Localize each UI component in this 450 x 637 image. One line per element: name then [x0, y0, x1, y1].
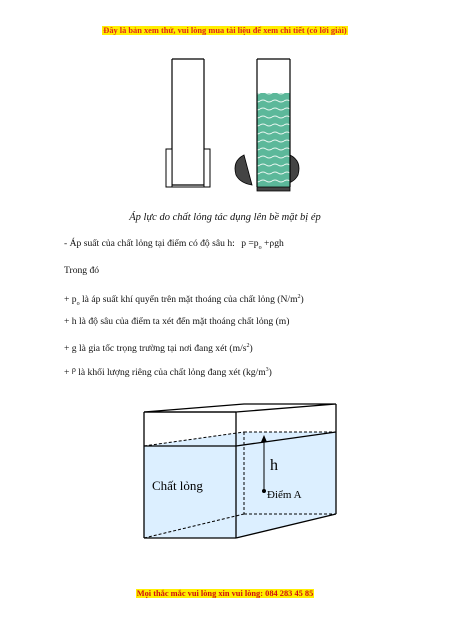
- pressure-intro-line: [64, 238, 284, 254]
- preview-notice-banner: [0, 25, 450, 36]
- figure-caption: Áp lực do chất lỏng tác dụng lên bề mặt bị ép: [129, 212, 321, 223]
- tube-diagram: [140, 57, 320, 197]
- item3-end: ): [249, 343, 253, 355]
- item1-end: ): [300, 294, 304, 306]
- item-depth: + h là độ sâu của điểm ta xét đến mặt thoáng chất lỏng (m): [64, 316, 290, 327]
- item4-sup: 3: [265, 367, 269, 373]
- item1-sub: o: [76, 301, 80, 308]
- formula-rhs: +ρgh: [261, 238, 284, 249]
- item1-sup: 2: [297, 294, 301, 300]
- liquid-label: Chất lỏng: [152, 478, 203, 493]
- item-gravity: [64, 340, 253, 355]
- empty-tube: [166, 59, 210, 187]
- where-label: Trong đó: [64, 265, 100, 276]
- item3-text: + g là gia tốc trọng trường tại nơi đang xét (m/s: [64, 343, 247, 355]
- contact-footer-banner: [0, 588, 450, 599]
- formula-lhs: p =p: [241, 238, 259, 249]
- item-atmospheric-pressure: [64, 291, 304, 310]
- item4-prefix: +: [64, 367, 70, 379]
- contact-footer-text: Mọi thắc mắc vui lòng xin vui lòng: 084 283 45 85: [136, 589, 314, 598]
- point-a-label: Điểm A: [267, 489, 302, 501]
- item4-end: ): [268, 367, 272, 379]
- rho-symbol: ρ: [71, 365, 76, 375]
- item1-text: là áp suất khí quyển trên mặt thoáng của chất lỏng (N/m: [79, 294, 298, 306]
- preview-notice-text: Đây là bản xem thử, vui lòng mua tài liệu để xem chi tiết (có lời giải): [103, 26, 347, 35]
- formula-sub: o: [258, 244, 262, 251]
- item3-sup: 2: [246, 343, 250, 349]
- item1-prefix: + p: [64, 294, 77, 306]
- pressure-intro-text: - Áp suất của chất lỏng tại điểm có độ sâu h:: [64, 238, 235, 249]
- filled-tube: [235, 59, 299, 191]
- depth-label: h: [270, 457, 278, 474]
- item-density: [64, 364, 272, 379]
- item4-text: là khối lượng riêng của chất lỏng đang xét (kg/m: [75, 367, 266, 379]
- liquid-box-diagram: [140, 402, 340, 542]
- pressure-formula: [241, 238, 284, 254]
